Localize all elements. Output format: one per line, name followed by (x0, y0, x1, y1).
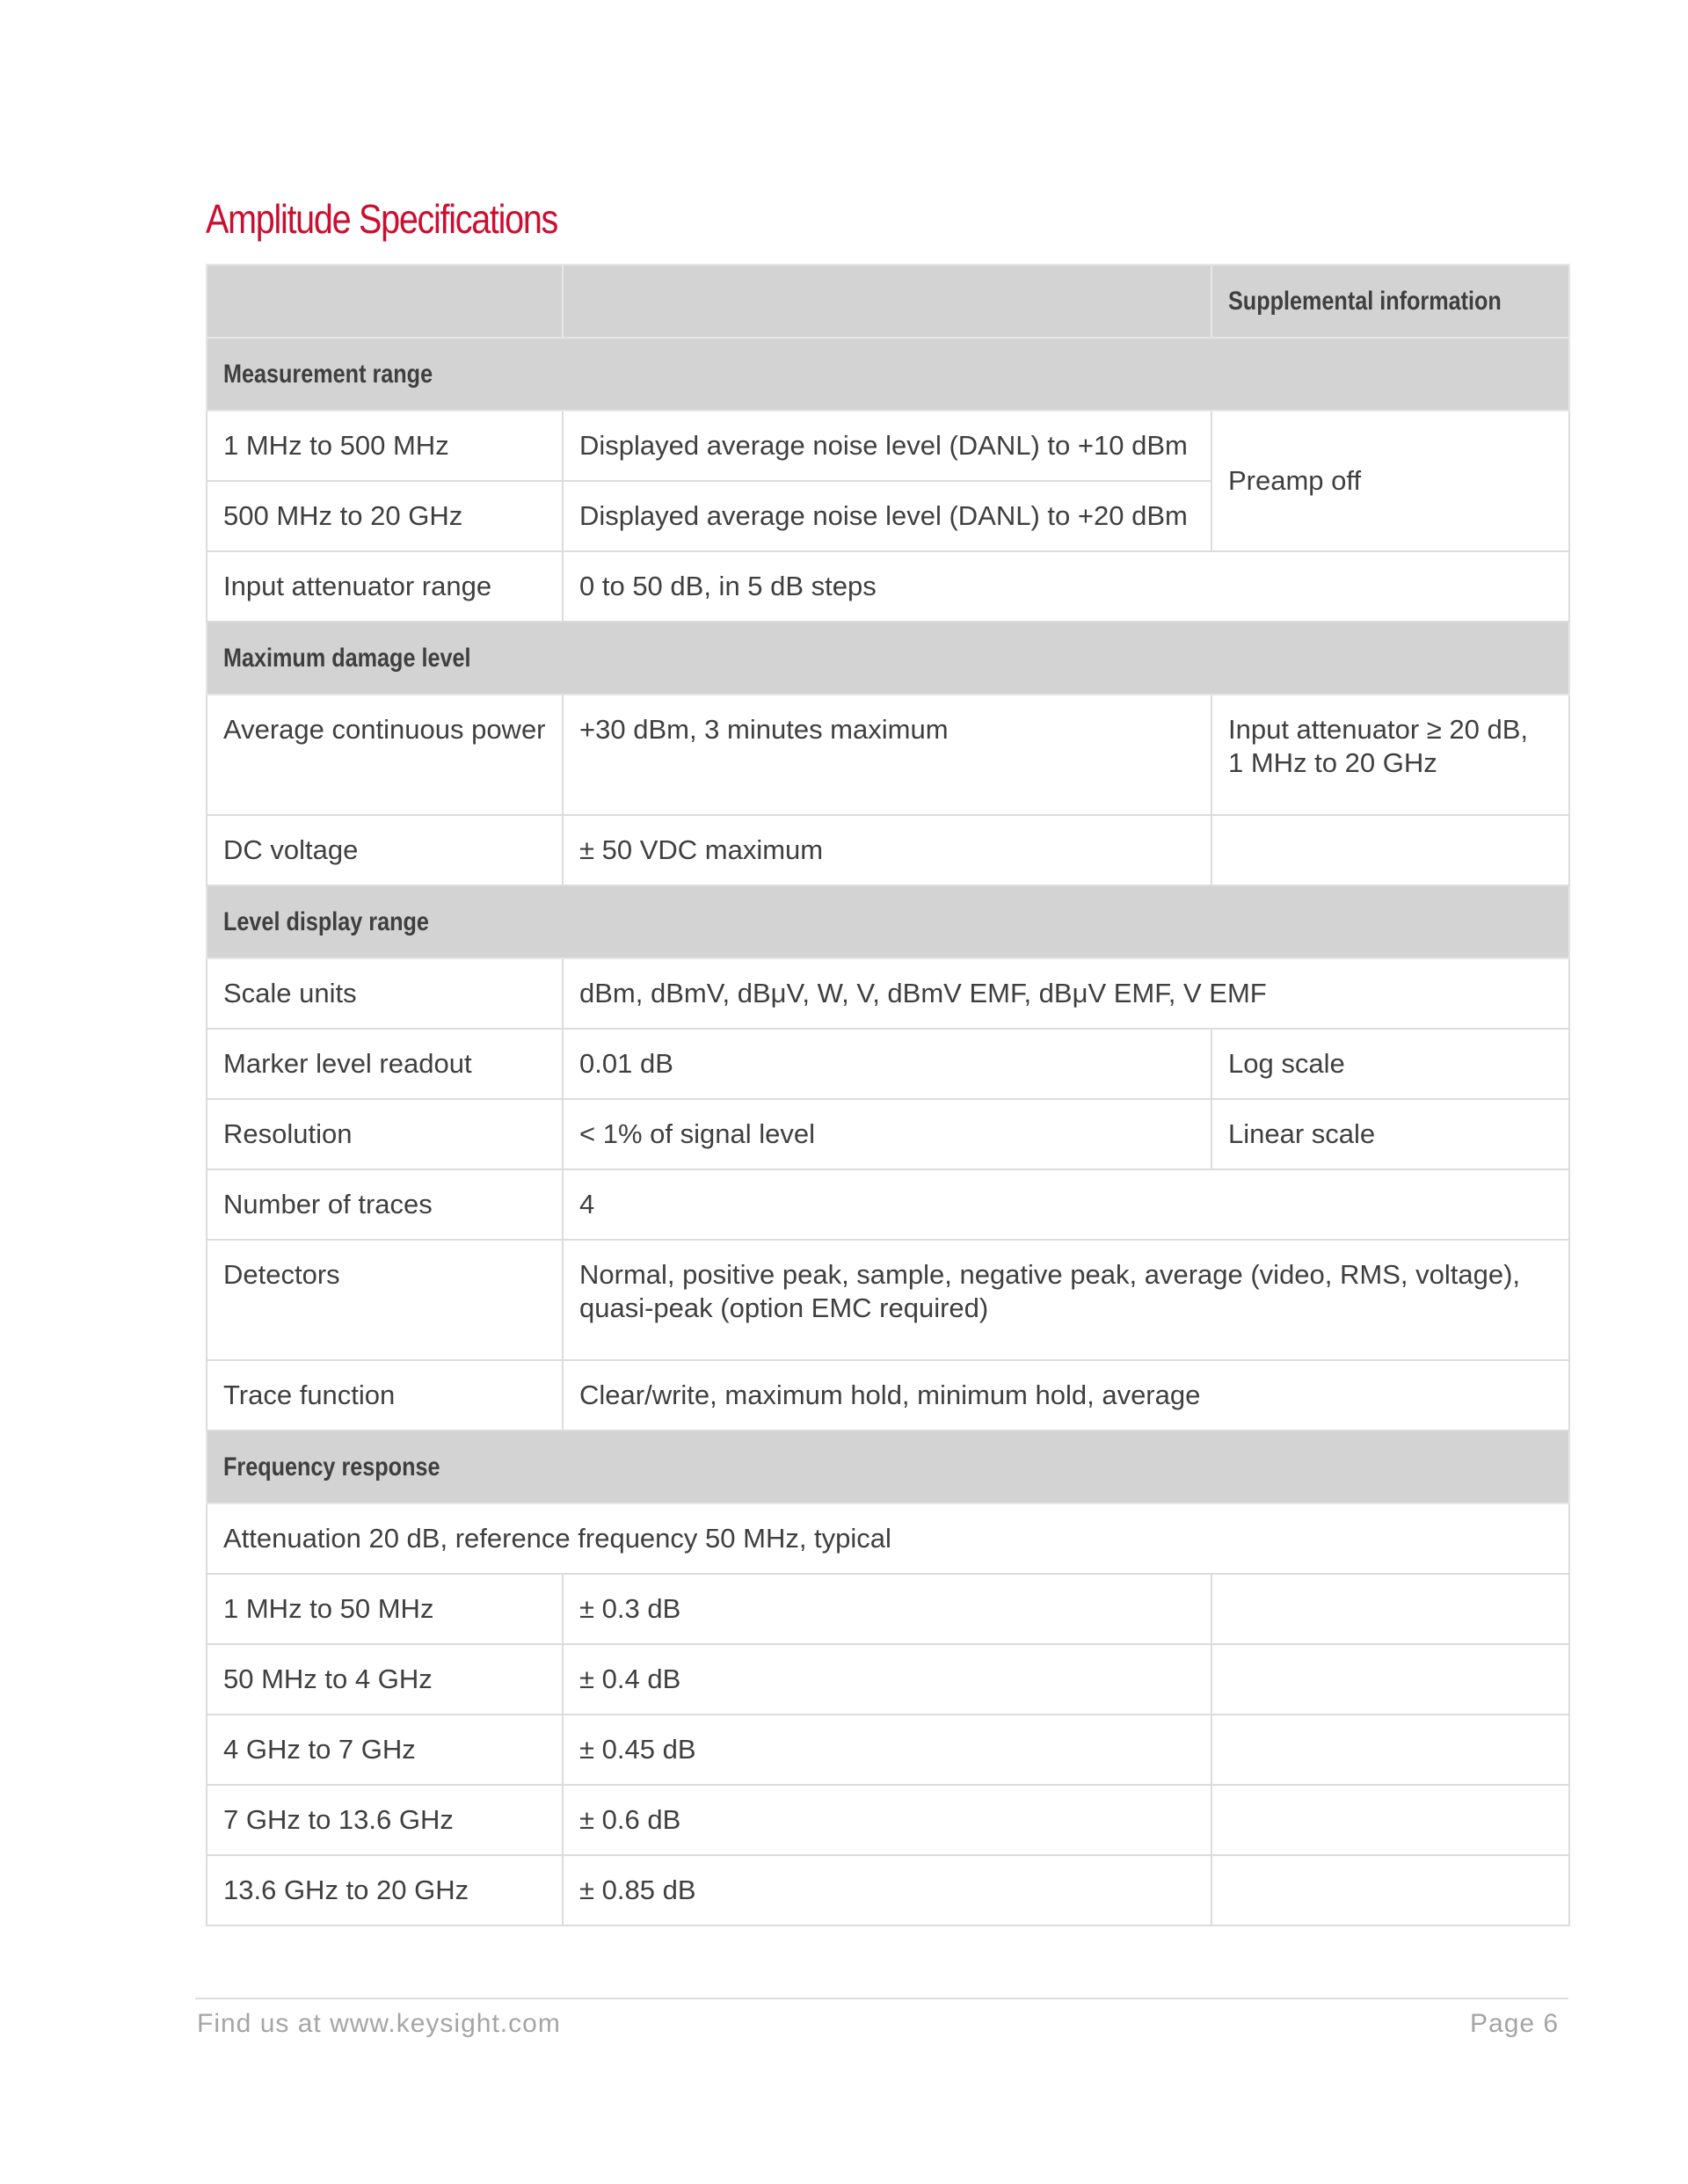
row-label: 13.6 GHz to 20 GHz (207, 1855, 563, 1926)
row-supplemental (1211, 1574, 1569, 1644)
row-value (563, 1240, 1569, 1360)
row-supplemental (1211, 815, 1569, 885)
header-supplemental: Supplemental information (1211, 265, 1569, 338)
section-frequency-response (207, 1431, 1569, 1503)
row-label: 7 GHz to 13.6 GHz (207, 1785, 563, 1855)
row-value: < 1% of signal level (563, 1099, 1211, 1169)
page-title: Amplitude Specifications (206, 196, 558, 242)
row-value: +30 dBm, 3 minutes maximum (563, 695, 1211, 815)
row-label: 1 MHz to 500 MHz (207, 411, 563, 481)
header-cell-empty (563, 265, 1211, 338)
row-value: Displayed average noise level (DANL) to +20 dBm (563, 481, 1211, 551)
row-label: Detectors (207, 1240, 563, 1360)
row-value: 4 (563, 1169, 1569, 1240)
value-line: quasi-peak (option EMC required) (579, 1292, 989, 1323)
row-value: ± 0.6 dB (563, 1785, 1211, 1855)
section-measurement-range (207, 338, 1569, 411)
table-row (207, 551, 1569, 622)
row-label: Resolution (207, 1099, 563, 1169)
table-row (207, 958, 1569, 1029)
table-row (207, 1360, 1569, 1431)
row-value: ± 0.3 dB (563, 1574, 1211, 1644)
row-value: dBm, dBmV, dBμV, W, V, dBmV EMF, dBμV EMF, V EMF (563, 958, 1569, 1029)
table-row (207, 1029, 1569, 1099)
row-value: Clear/write, maximum hold, minimum hold, average (563, 1360, 1569, 1431)
row-label: 1 MHz to 50 MHz (207, 1574, 563, 1644)
table-row (207, 1574, 1569, 1644)
row-value: ± 0.4 dB (563, 1644, 1211, 1714)
table-row (207, 1240, 1569, 1360)
footer-website: Find us at www.keysight.com (197, 2009, 561, 2038)
table-row (207, 1169, 1569, 1240)
row-label: Input attenuator range (207, 551, 563, 622)
row-supplemental: Log scale (1211, 1029, 1569, 1099)
amplitude-spec-table (206, 264, 1570, 1926)
row-label: 500 MHz to 20 GHz (207, 481, 563, 551)
row-value: Displayed average noise level (DANL) to +10 dBm (563, 411, 1211, 481)
table-row (207, 1785, 1569, 1855)
table-row (207, 1503, 1569, 1574)
row-supplemental: Preamp off (1211, 411, 1569, 551)
row-value: ± 50 VDC maximum (563, 815, 1211, 885)
section-level-display-range (207, 885, 1569, 958)
row-supplemental (1211, 1785, 1569, 1855)
section-heading: Measurement range (223, 359, 433, 389)
header-cell-empty (207, 265, 563, 338)
supplemental-line: Input attenuator ≥ 20 dB, (1228, 714, 1529, 745)
section-heading: Maximum damage level (223, 643, 471, 673)
row-value: 0.01 dB (563, 1029, 1211, 1099)
row-supplemental (1211, 695, 1569, 815)
table-row (207, 815, 1569, 885)
row-label: Average continuous power (207, 695, 563, 815)
table-header-row (207, 265, 1569, 338)
row-value: 0 to 50 dB, in 5 dB steps (563, 551, 1569, 622)
table-row (207, 1644, 1569, 1714)
table-row (207, 1099, 1569, 1169)
row-supplemental (1211, 1644, 1569, 1714)
row-supplemental (1211, 1714, 1569, 1785)
table-row (207, 1855, 1569, 1926)
row-label: Number of traces (207, 1169, 563, 1240)
row-supplemental: Linear scale (1211, 1099, 1569, 1169)
section-maximum-damage-level (207, 622, 1569, 695)
row-label: Marker level readout (207, 1029, 563, 1099)
frequency-response-note: Attenuation 20 dB, reference frequency 50 MHz, typical (207, 1503, 1569, 1574)
row-value: ± 0.45 dB (563, 1714, 1211, 1785)
section-heading: Level display range (223, 906, 429, 936)
supplemental-line: 1 MHz to 20 GHz (1228, 747, 1437, 778)
row-label: 50 MHz to 4 GHz (207, 1644, 563, 1714)
footer-divider (195, 1998, 1568, 1999)
table-row (207, 411, 1569, 481)
row-label: Trace function (207, 1360, 563, 1431)
row-label: Scale units (207, 958, 563, 1029)
row-label: DC voltage (207, 815, 563, 885)
row-value: ± 0.85 dB (563, 1855, 1211, 1926)
section-heading: Frequency response (223, 1452, 440, 1481)
value-line: Normal, positive peak, sample, negative peak, average (video, RMS, voltage), (579, 1259, 1521, 1290)
table-row (207, 1714, 1569, 1785)
footer-page-number: Page 6 (1470, 2009, 1560, 2038)
table-row (207, 695, 1569, 815)
row-supplemental (1211, 1855, 1569, 1926)
row-label: 4 GHz to 7 GHz (207, 1714, 563, 1785)
